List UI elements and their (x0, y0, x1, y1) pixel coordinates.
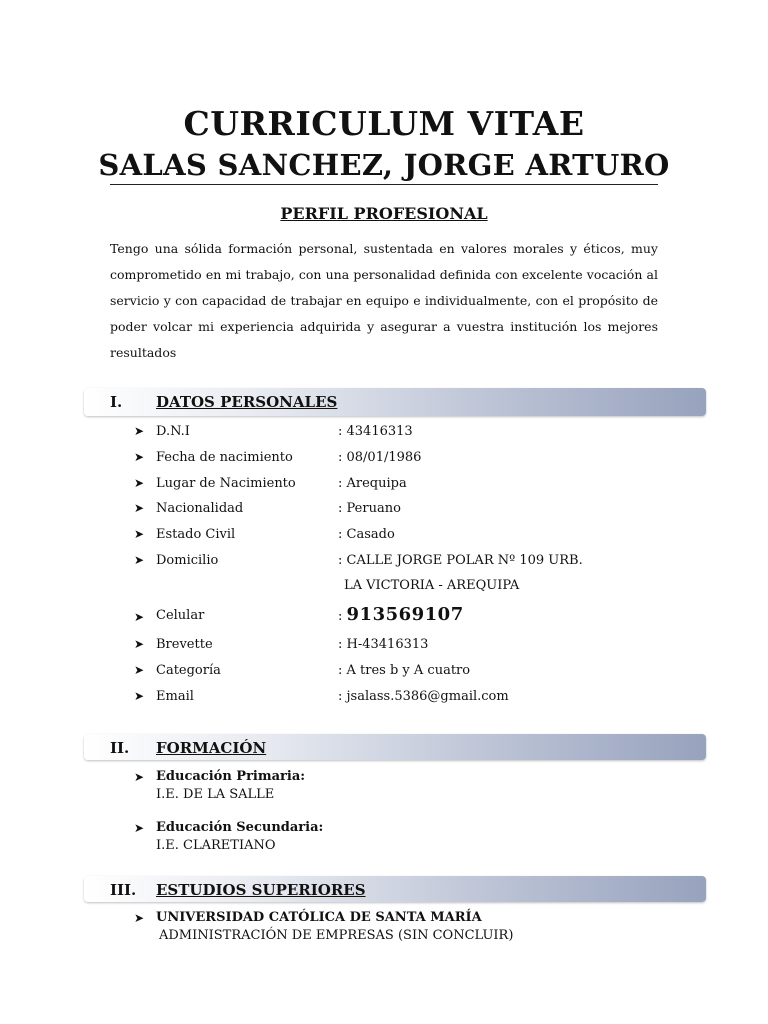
arrow-bullet-icon: ➤ (134, 637, 145, 651)
arrow-bullet-icon: ➤ (134, 476, 145, 490)
phone-prefix: : (338, 609, 347, 624)
section-number: III. (110, 881, 137, 899)
title-divider (110, 184, 658, 185)
university-entry (134, 910, 694, 950)
education-title: Educación Primaria: (156, 769, 306, 784)
arrow-bullet-icon: ➤ (134, 610, 145, 624)
document-title: CURRICULUM VITAE (183, 104, 585, 143)
field-value: : 08/01/1986 (338, 450, 422, 465)
field-label: Categoría (156, 663, 221, 678)
arrow-bullet-icon: ➤ (134, 821, 145, 835)
field-label: Email (156, 689, 194, 704)
education-title: Educación Secundaria: (156, 820, 324, 835)
email-value: : jsalass.5386@gmail.com (338, 689, 509, 704)
field-value (338, 604, 464, 625)
arrow-bullet-icon: ➤ (134, 911, 145, 925)
field-label: Brevette (156, 637, 213, 652)
field-label: Nacionalidad (156, 501, 244, 516)
field-label: Estado Civil (156, 527, 236, 542)
field-value: : Peruano (338, 501, 401, 516)
candidate-name: SALAS SANCHEZ, JORGE ARTURO (98, 148, 670, 182)
school-name: I.E. CLARETIANO (156, 838, 276, 853)
section-title: DATOS PERSONALES (156, 393, 338, 411)
field-label: Lugar de Nacimiento (156, 476, 296, 491)
section-title: ESTUDIOS SUPERIORES (156, 881, 366, 899)
field-value: : CALLE JORGE POLAR Nº 109 URB. (338, 553, 583, 568)
profile-heading: PERFIL PROFESIONAL (280, 204, 488, 223)
section-number: I. (110, 393, 123, 411)
field-value: : 43416313 (338, 424, 413, 439)
field-label: Fecha de nacimiento (156, 450, 293, 465)
arrow-bullet-icon: ➤ (134, 663, 145, 677)
career-name: ADMINISTRACIÓN DE EMPRESAS (SIN CONCLUIR) (159, 928, 514, 943)
field-value: : Casado (338, 527, 395, 542)
arrow-bullet-icon: ➤ (134, 689, 145, 703)
arrow-bullet-icon: ➤ (134, 450, 145, 464)
phone-number: 913569107 (346, 604, 464, 625)
section-bar-personal (84, 388, 706, 416)
field-value: : A tres b y A cuatro (338, 663, 471, 678)
section-title: FORMACIÓN (156, 739, 267, 757)
arrow-bullet-icon: ➤ (134, 424, 145, 438)
university-name: UNIVERSIDAD CATÓLICA DE SANTA MARÍA (156, 910, 482, 925)
education-primary (134, 769, 694, 809)
arrow-bullet-icon: ➤ (134, 770, 145, 784)
section-bar-estudios (84, 876, 706, 902)
field-label: D.N.I (156, 424, 190, 439)
section-number: II. (110, 739, 130, 757)
arrow-bullet-icon: ➤ (134, 501, 145, 515)
section-bar-formacion (84, 734, 706, 760)
field-label: Domicilio (156, 553, 219, 568)
education-secondary (134, 820, 694, 860)
profile-text: Tengo una sólida formación personal, sustentada en valores morales y éticos, muy comprometido en mi trabajo, con una personalidad definida con excelente vocación al servicio y con capacidad de trabajar en equipo e individualmente, con el propósito de poder volcar mi experiencia adquirida y asegurar a vuestra institución los mejores resultados (110, 241, 658, 360)
school-name: I.E. DE LA SALLE (156, 787, 275, 802)
arrow-bullet-icon: ➤ (134, 553, 145, 567)
field-value: : Arequipa (338, 476, 407, 491)
address-continuation: LA VICTORIA - AREQUIPA (344, 578, 520, 593)
arrow-bullet-icon: ➤ (134, 527, 145, 541)
field-label: Celular (156, 608, 205, 623)
field-value: : H-43416313 (338, 637, 429, 652)
